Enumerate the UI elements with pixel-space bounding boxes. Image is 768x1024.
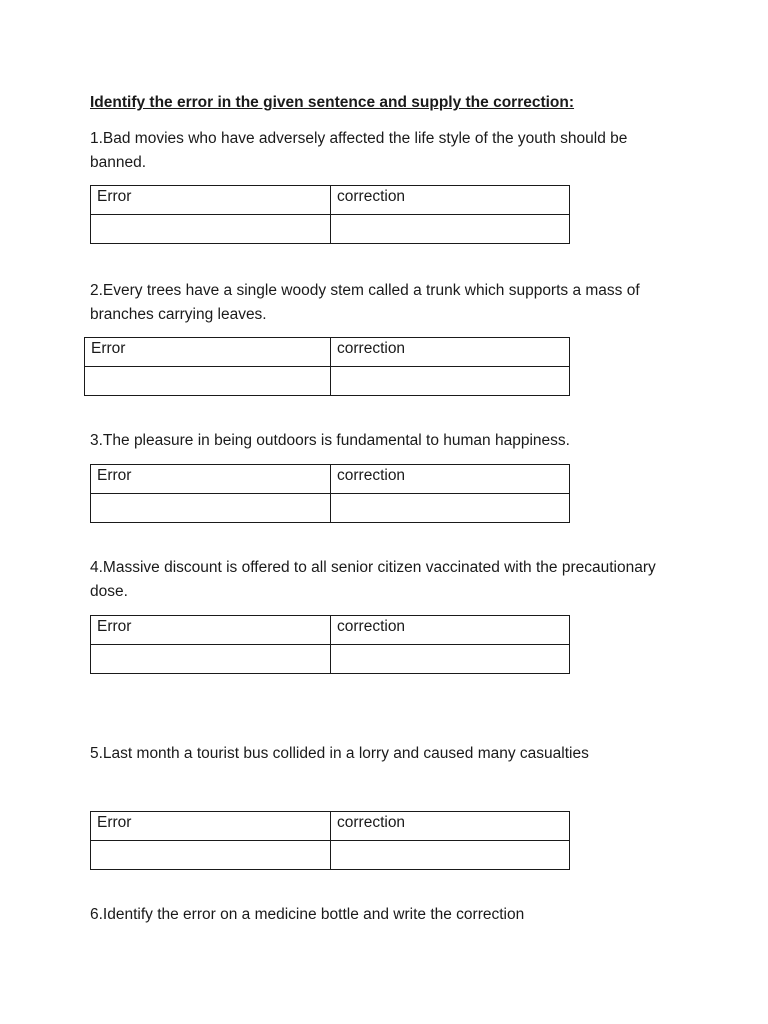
- correction-answer-cell[interactable]: [331, 367, 570, 396]
- correction-header: correction: [331, 338, 570, 367]
- correction-answer-cell[interactable]: [331, 215, 570, 244]
- error-answer-cell[interactable]: [91, 841, 331, 870]
- answer-table-5: [90, 811, 570, 870]
- error-header: Error: [91, 465, 331, 494]
- answer-table-4: [90, 615, 570, 674]
- correction-header: correction: [331, 186, 570, 215]
- table-header-row: [85, 338, 570, 367]
- table-answer-row: [91, 494, 570, 523]
- error-answer-cell[interactable]: [91, 494, 331, 523]
- table-header-row: [91, 465, 570, 494]
- answer-table-1: [90, 185, 570, 244]
- table-answer-row: [91, 645, 570, 674]
- correction-header: correction: [331, 465, 570, 494]
- error-header: Error: [91, 812, 331, 841]
- table-header-row: [91, 616, 570, 645]
- correction-answer-cell[interactable]: [331, 841, 570, 870]
- table-header-row: [91, 812, 570, 841]
- question-6: 6.Identify the error on a medicine bottle and write the correction: [90, 906, 525, 923]
- table-answer-row: [91, 841, 570, 870]
- question-2: 2.Every trees have a single woody stem called a trunk which supports a mass of branches carrying leaves.: [90, 282, 640, 323]
- answer-table-2: [84, 337, 570, 396]
- error-answer-cell[interactable]: [91, 645, 331, 674]
- correction-answer-cell[interactable]: [331, 494, 570, 523]
- question-5: 5.Last month a tourist bus collided in a lorry and caused many casualties: [90, 745, 589, 762]
- table-answer-row: [91, 215, 570, 244]
- table-header-row: [91, 186, 570, 215]
- table-answer-row: [85, 367, 570, 396]
- correction-answer-cell[interactable]: [331, 645, 570, 674]
- answer-table-3: [90, 464, 570, 523]
- worksheet-heading: Identify the error in the given sentence and supply the correction:: [90, 94, 575, 111]
- correction-header: correction: [331, 812, 570, 841]
- correction-header: correction: [331, 616, 570, 645]
- question-4: 4.Massive discount is offered to all senior citizen vaccinated with the precautionary dose.: [90, 559, 656, 600]
- error-answer-cell[interactable]: [85, 367, 331, 396]
- question-1: 1.Bad movies who have adversely affected the life style of the youth should be banned.: [90, 130, 628, 171]
- error-answer-cell[interactable]: [91, 215, 331, 244]
- error-header: Error: [91, 186, 331, 215]
- error-header: Error: [85, 338, 331, 367]
- error-header: Error: [91, 616, 331, 645]
- question-3: 3.The pleasure in being outdoors is fundamental to human happiness.: [90, 432, 570, 449]
